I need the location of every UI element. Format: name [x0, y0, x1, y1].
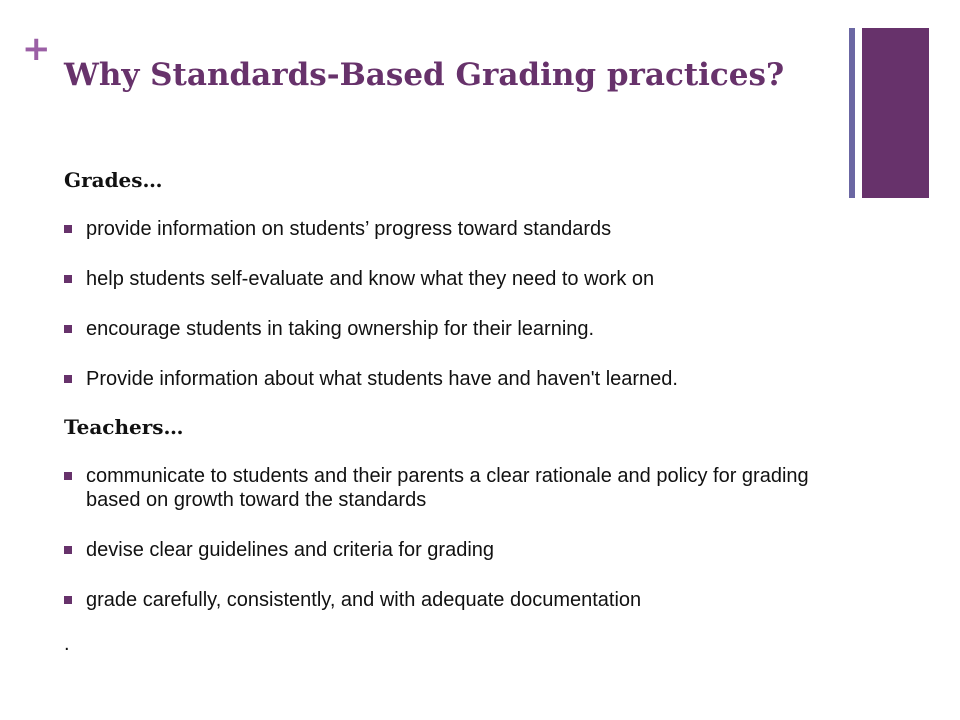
slide-title: Why Standards-Based Grading practices? [64, 57, 785, 93]
list-item [64, 267, 834, 291]
list-item-text: help students self-evaluate and know what they need to work on [86, 268, 655, 290]
plus-icon: + [22, 29, 51, 69]
bullet-icon [64, 225, 72, 233]
section-heading-teachers: Teachers… [64, 415, 184, 439]
trailing-mark: . [64, 633, 70, 655]
list-item-text: devise clear guidelines and criteria for grading [86, 539, 495, 561]
bullet-icon [64, 472, 72, 480]
list-item-text: encourage students in taking ownership for their learning. [86, 318, 595, 340]
accent-bar-thick [862, 28, 929, 198]
list-item-text: communicate to students and their parents a clear rationale and policy for grading based on growth toward the standards [86, 465, 809, 511]
grades-list [64, 217, 834, 391]
bullet-icon [64, 275, 72, 283]
list-item-text: grade carefully, consistently, and with adequate documentation [86, 589, 642, 611]
accent-bar-thin [849, 28, 855, 198]
list-item [64, 588, 834, 612]
list-item [64, 538, 834, 562]
list-item [64, 464, 834, 512]
bullet-icon [64, 546, 72, 554]
section-heading-grades: Grades… [64, 168, 163, 192]
slide-content [64, 168, 834, 612]
bullet-icon [64, 325, 72, 333]
list-item [64, 367, 834, 391]
list-item [64, 317, 834, 341]
bullet-icon [64, 375, 72, 383]
bullet-icon [64, 596, 72, 604]
list-item [64, 217, 834, 241]
list-item-text: Provide information about what students have and haven't learned. [86, 368, 678, 390]
teachers-list [64, 464, 834, 612]
list-item-text: provide information on students’ progress toward standards [86, 218, 612, 240]
